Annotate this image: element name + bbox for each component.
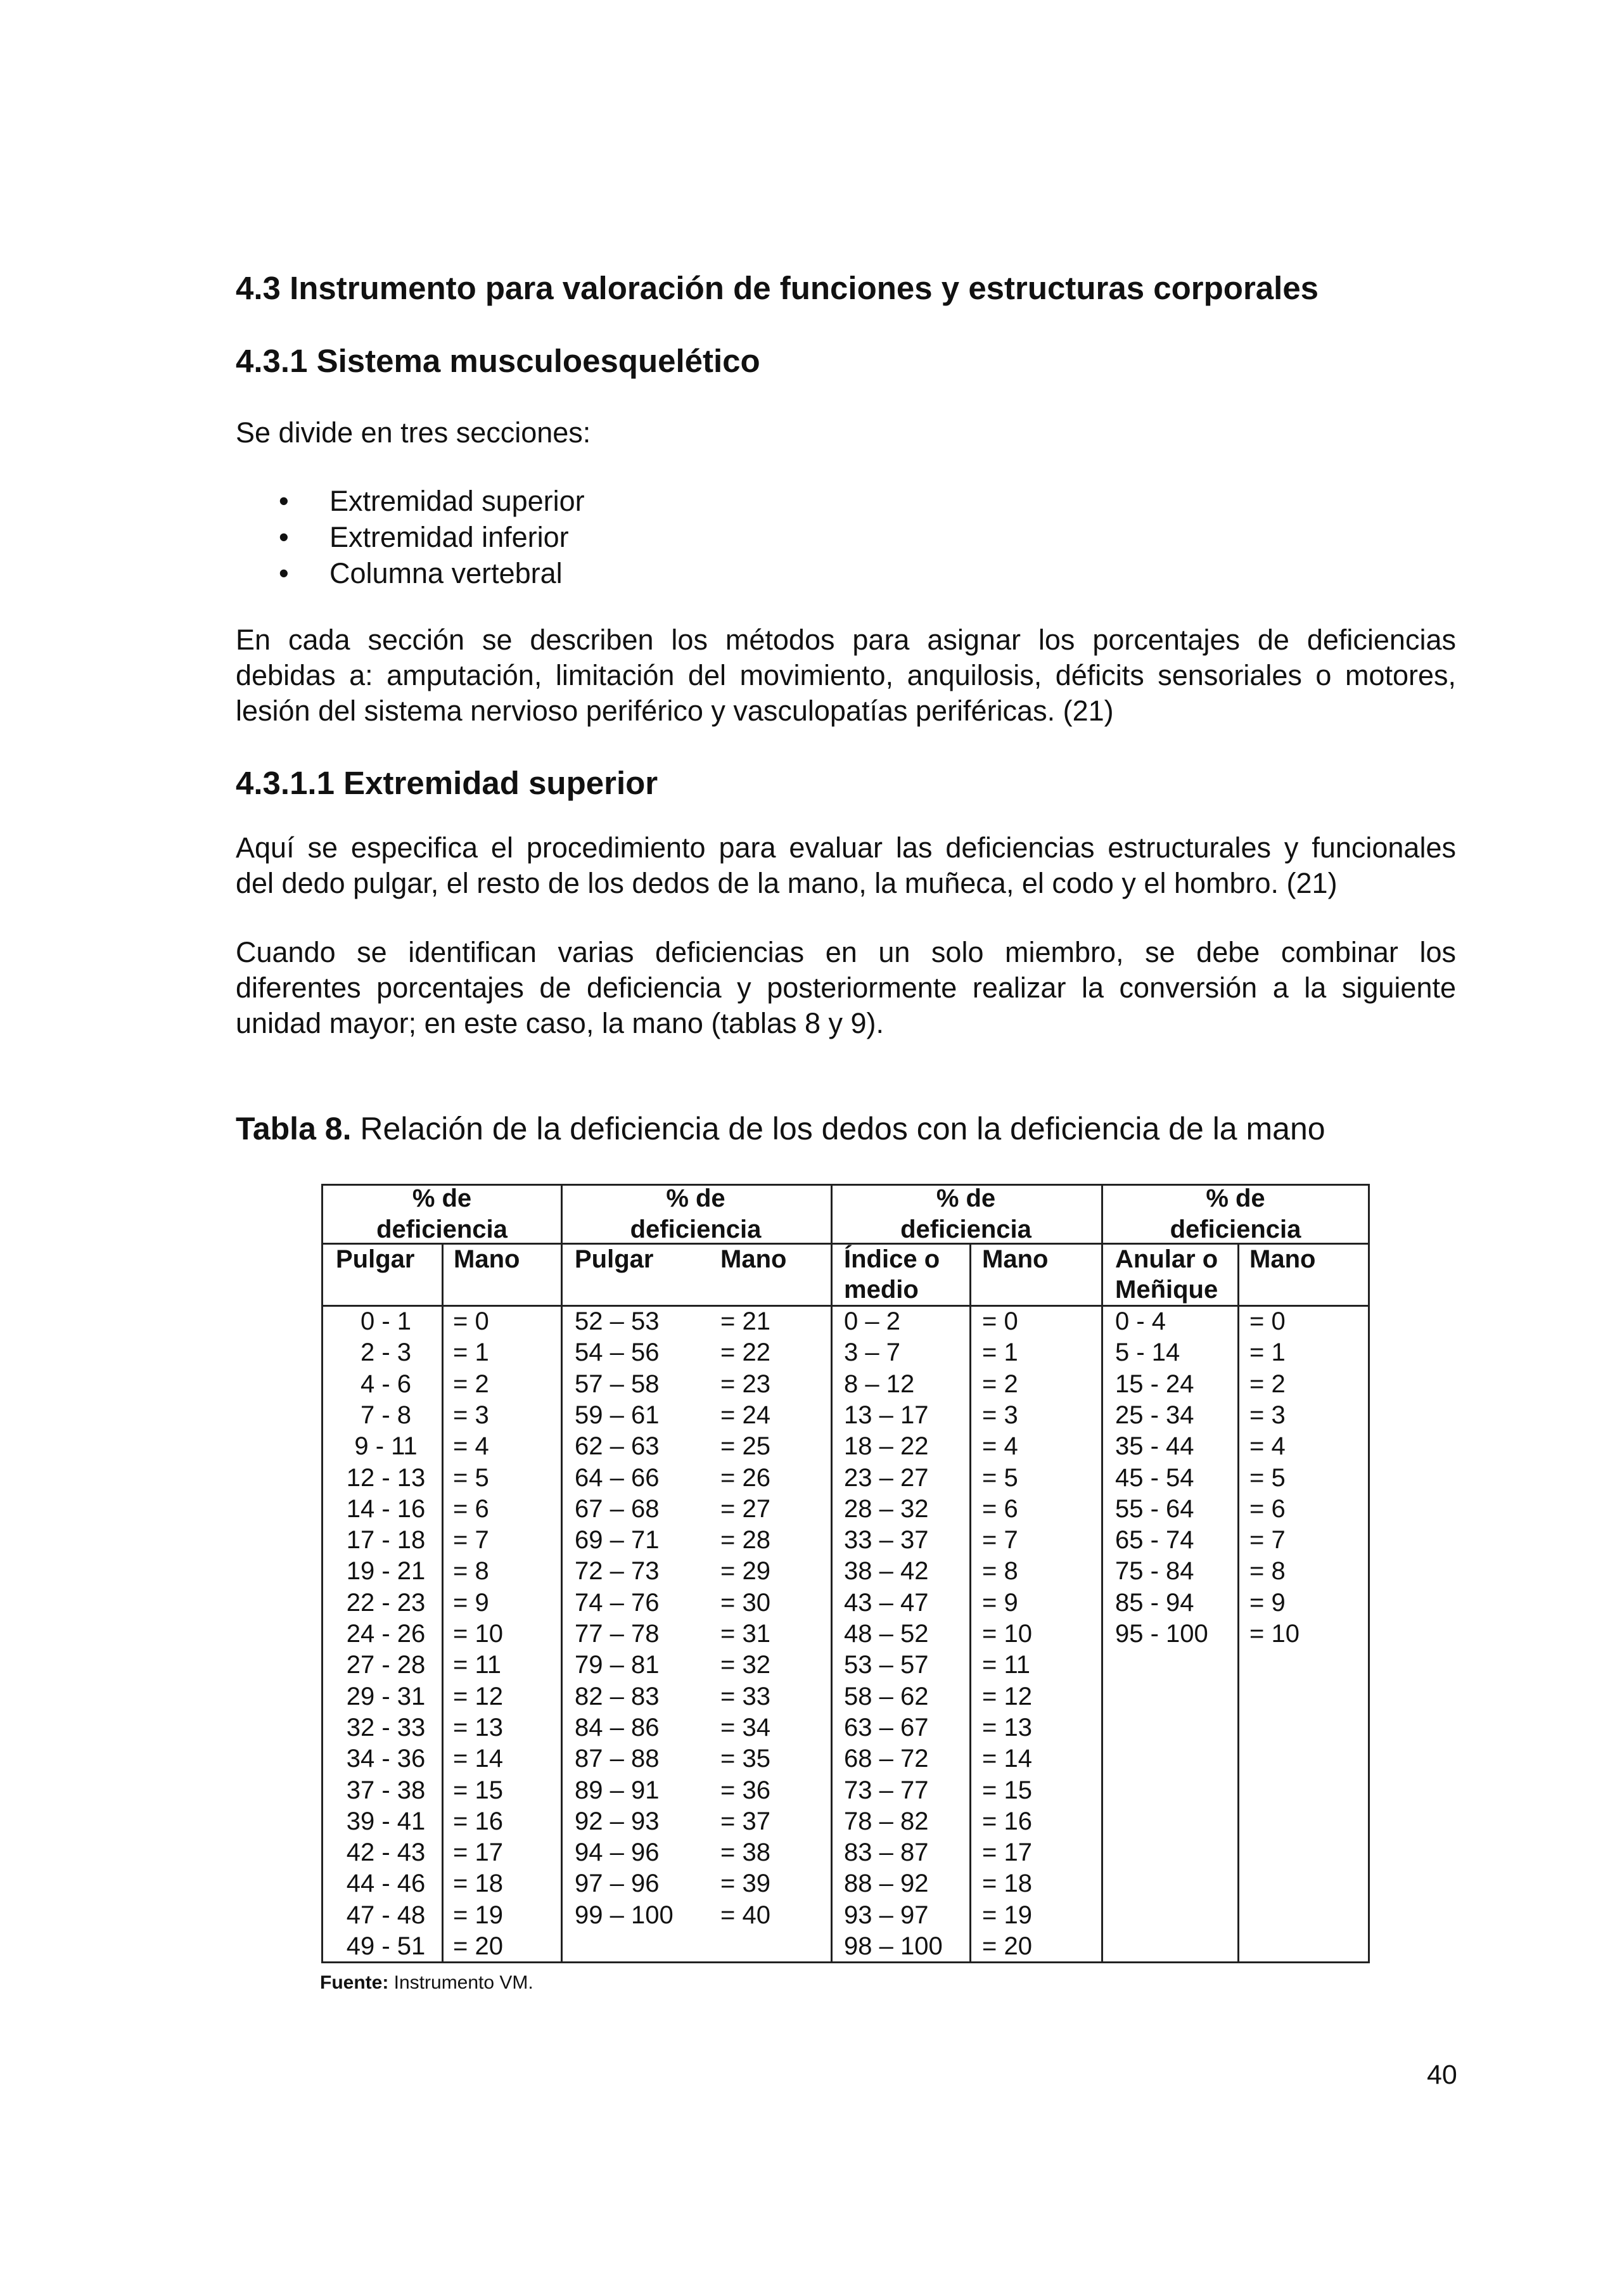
table-cell: 55 - 64	[1115, 1494, 1194, 1523]
table-caption-label: Tabla 8.	[236, 1111, 352, 1146]
table-cell: 74 – 76	[575, 1588, 660, 1617]
table-cell: 37 - 38	[346, 1776, 426, 1804]
table-subcolumn-divider	[1237, 1243, 1239, 1963]
table-caption	[236, 1110, 1325, 1147]
table-cell: = 6	[1249, 1494, 1286, 1523]
table-cell: 65 - 74	[1115, 1526, 1194, 1555]
table-cell: 53 – 57	[844, 1651, 929, 1679]
table-group-header-line: deficiencia	[376, 1215, 508, 1243]
table-cell: = 4	[982, 1432, 1018, 1461]
table-group-header	[561, 1183, 831, 1245]
bullet-text: Columna vertebral	[329, 557, 563, 589]
table-cell: = 30	[720, 1588, 770, 1617]
table-group-header-line: % de	[936, 1184, 996, 1212]
table-cell: = 19	[982, 1901, 1032, 1929]
table-cell: = 24	[720, 1401, 770, 1429]
paragraph-line: En cada sección se describen los métodos para asignar los porcentajes de deficiencias	[236, 624, 1456, 656]
table-cell: 42 - 43	[346, 1838, 426, 1867]
table-subheader: Pulgar	[336, 1245, 415, 1273]
table-cell: 97 – 96	[575, 1870, 660, 1898]
table-group-header-line: deficiencia	[1170, 1215, 1301, 1243]
table-cell: 87 – 88	[575, 1745, 660, 1773]
paragraph-line: Cuando se identifican varias deficiencias en un solo miembro, se debe combinar los	[236, 936, 1456, 968]
table-cell: = 11	[453, 1651, 501, 1679]
table-group-header-line: % de	[412, 1184, 472, 1212]
table-cell: 79 – 81	[575, 1651, 660, 1679]
table-cell: 22 - 23	[346, 1588, 426, 1617]
table-cell: = 1	[1249, 1338, 1286, 1367]
paragraph-line: lesión del sistema nervioso periférico y vasculopatías periféricas. (21)	[236, 695, 1114, 727]
table-cell: = 3	[1249, 1401, 1286, 1429]
table-cell: 35 - 44	[1115, 1432, 1194, 1461]
table-subheader: Mano	[982, 1245, 1049, 1273]
table-cell: 7 - 8	[360, 1401, 412, 1429]
table-cell: 0 – 2	[844, 1307, 900, 1335]
table-cell: 63 – 67	[844, 1713, 929, 1741]
table-cell: 84 – 86	[575, 1713, 660, 1741]
table-cell: 5 - 14	[1115, 1338, 1180, 1367]
table-cell: = 9	[1249, 1588, 1286, 1617]
table-cell: = 17	[453, 1838, 503, 1867]
table-cell: 38 – 42	[844, 1557, 929, 1586]
intro-text: Se divide en tres secciones:	[236, 416, 591, 449]
table-cell: 59 – 61	[575, 1401, 660, 1429]
paragraph-line: unidad mayor; en este caso, la mano (tablas 8 y 9).	[236, 1007, 884, 1039]
bullet-mark: •	[279, 557, 289, 589]
table-cell: = 2	[1249, 1369, 1286, 1398]
table-group-header-line: deficiencia	[630, 1215, 762, 1243]
table-group-header-line: % de	[1206, 1184, 1265, 1212]
bullet-mark: •	[279, 521, 289, 553]
table-cell: 54 – 56	[575, 1338, 660, 1367]
table-cell: = 6	[453, 1494, 489, 1523]
table-subheader: Índice o	[844, 1245, 940, 1273]
table-cell: 3 – 7	[844, 1338, 900, 1367]
table-cell: 93 – 97	[844, 1901, 929, 1929]
source-text: Instrumento VM.	[388, 1972, 533, 1993]
table-cell: 99 – 100	[575, 1901, 674, 1929]
table-cell: = 20	[982, 1932, 1032, 1960]
table-cell: 78 – 82	[844, 1807, 929, 1835]
table-cell: = 13	[982, 1713, 1032, 1741]
paragraph-line: Aquí se especifica el procedimiento para evaluar las deficiencias estructurales y funcionales	[236, 831, 1456, 864]
table-cell: = 38	[720, 1838, 770, 1867]
table-cell: = 3	[982, 1401, 1018, 1429]
table-cell: 49 - 51	[346, 1932, 426, 1960]
table-subcolumn-divider	[442, 1243, 444, 1963]
table-cell: 23 – 27	[844, 1463, 929, 1492]
table-cell: = 10	[1249, 1620, 1300, 1648]
table-group-header-line: deficiencia	[900, 1215, 1031, 1243]
table-cell: 15 - 24	[1115, 1369, 1194, 1398]
table-cell: = 6	[982, 1494, 1018, 1523]
table-cell: = 4	[453, 1432, 489, 1461]
table-cell: 69 – 71	[575, 1526, 660, 1555]
table-cell: = 0	[453, 1307, 489, 1335]
table-group-header	[323, 1183, 561, 1245]
table-cell: = 14	[982, 1745, 1032, 1773]
table-cell: = 15	[453, 1776, 503, 1804]
bullet-text: Extremidad inferior	[329, 521, 569, 553]
table-cell: = 32	[720, 1651, 770, 1679]
table-group-divider	[1101, 1186, 1103, 1961]
table-cell: 94 – 96	[575, 1838, 660, 1867]
paragraph-line: debidas a: amputación, limitación del movimiento, anquilosis, déficits sensoriales o motores,	[236, 659, 1456, 691]
subsubsection-title: 4.3.1.1 Extremidad superior	[236, 765, 658, 801]
table-cell: = 27	[720, 1494, 770, 1523]
bullet-text: Extremidad superior	[329, 485, 585, 517]
table-group-divider	[561, 1186, 563, 1961]
table-cell: = 28	[720, 1526, 770, 1555]
table-source	[320, 1972, 533, 1994]
table-cell: 98 – 100	[844, 1932, 943, 1960]
table-cell: = 7	[1249, 1526, 1286, 1555]
table-subheader: Mano	[720, 1245, 787, 1273]
table-cell: = 18	[982, 1870, 1032, 1898]
table-cell: = 35	[720, 1745, 770, 1773]
table-cell: 58 – 62	[844, 1682, 929, 1710]
table-cell: 39 - 41	[346, 1807, 426, 1835]
source-label: Fuente:	[320, 1972, 389, 1993]
table-cell: = 2	[453, 1369, 489, 1398]
bullet-mark: •	[279, 485, 289, 517]
table-cell: 64 – 66	[575, 1463, 660, 1492]
table-group-header	[1101, 1183, 1370, 1245]
table-subcolumn-divider	[969, 1243, 971, 1963]
table-subheader: Mano	[454, 1245, 520, 1273]
table-cell: = 7	[453, 1526, 489, 1555]
table-cell: = 16	[982, 1807, 1032, 1835]
table-cell: 8 – 12	[844, 1369, 915, 1398]
table-cell: = 7	[982, 1526, 1018, 1555]
paragraph-1	[236, 622, 1456, 729]
table-cell: = 20	[453, 1932, 503, 1960]
table-cell: 0 - 4	[1115, 1307, 1166, 1335]
table-cell: = 34	[720, 1713, 770, 1741]
table-cell: = 40	[720, 1901, 770, 1929]
table-cell: = 19	[453, 1901, 503, 1929]
table-cell: 19 - 21	[346, 1557, 426, 1586]
table-cell: 95 - 100	[1115, 1620, 1208, 1648]
table-cell: 25 - 34	[1115, 1401, 1194, 1429]
table-cell: = 12	[982, 1682, 1032, 1710]
table-cell: = 8	[453, 1557, 489, 1586]
table-cell: 62 – 63	[575, 1432, 660, 1461]
table-cell: = 16	[453, 1807, 503, 1835]
table-cell: = 8	[982, 1557, 1018, 1586]
table-cell: = 11	[982, 1651, 1030, 1679]
table-cell: 92 – 93	[575, 1807, 660, 1835]
table-cell: = 17	[982, 1838, 1032, 1867]
paragraph-line: del dedo pulgar, el resto de los dedos de la mano, la muñeca, el codo y el hombro. (21)	[236, 867, 1338, 899]
table-cell: = 4	[1249, 1432, 1286, 1461]
table-cell: 28 – 32	[844, 1494, 929, 1523]
table-cell: 13 – 17	[844, 1401, 929, 1429]
paragraph-line: diferentes porcentajes de deficiencia y posteriormente realizar la conversión a la siguiente	[236, 972, 1456, 1004]
table-cell: = 12	[453, 1682, 503, 1710]
table-cell: = 13	[453, 1713, 503, 1741]
table-cell: 57 – 58	[575, 1369, 660, 1398]
table-cell: 77 – 78	[575, 1620, 660, 1648]
table-cell: 72 – 73	[575, 1557, 660, 1586]
table-subheader: Pulgar	[575, 1245, 654, 1273]
table-cell: 85 - 94	[1115, 1588, 1194, 1617]
table-cell: 18 – 22	[844, 1432, 929, 1461]
table-cell: 82 – 83	[575, 1682, 660, 1710]
table-cell: = 33	[720, 1682, 770, 1710]
table-cell: = 21	[720, 1307, 770, 1335]
table-cell: = 2	[982, 1369, 1018, 1398]
table-cell: = 26	[720, 1463, 770, 1492]
table-group-header-line: % de	[666, 1184, 725, 1212]
paragraph-2	[236, 830, 1456, 901]
table-cell: 2 - 3	[360, 1338, 412, 1367]
table-cell: = 22	[720, 1338, 770, 1367]
table-cell: = 23	[720, 1369, 770, 1398]
table-cell: = 15	[982, 1776, 1032, 1804]
table-cell: = 10	[453, 1620, 503, 1648]
table-cell: 0 - 1	[360, 1307, 412, 1335]
table-subheader: Anular o	[1115, 1245, 1218, 1273]
table-cell: = 5	[982, 1463, 1018, 1492]
table-cell: 45 - 54	[1115, 1463, 1194, 1492]
table-cell: = 3	[453, 1401, 489, 1429]
table-cell: = 31	[720, 1620, 770, 1648]
paragraph-3	[236, 935, 1456, 1041]
table-cell: = 1	[453, 1338, 489, 1367]
table-cell: 34 - 36	[346, 1745, 426, 1773]
table-cell: 33 – 37	[844, 1526, 929, 1555]
table-cell: 12 - 13	[346, 1463, 426, 1492]
table-subheader: Mano	[1249, 1245, 1316, 1273]
table-cell: = 5	[1249, 1463, 1286, 1492]
table-cell: = 0	[982, 1307, 1018, 1335]
table-cell: = 36	[720, 1776, 770, 1804]
table-cell: 27 - 28	[346, 1651, 426, 1679]
table-cell: 83 – 87	[844, 1838, 929, 1867]
table-cell: 44 - 46	[346, 1870, 426, 1898]
table-caption-text: Relación de la deficiencia de los dedos con la deficiencia de la mano	[351, 1111, 1325, 1146]
page-number: 40	[1427, 2060, 1457, 2090]
table-cell: 32 - 33	[346, 1713, 426, 1741]
table-cell: = 25	[720, 1432, 770, 1461]
table-cell: 88 – 92	[844, 1870, 929, 1898]
table-cell: = 29	[720, 1557, 770, 1586]
subsection-title: 4.3.1 Sistema musculoesquelético	[236, 343, 760, 379]
table-cell: 24 - 26	[346, 1620, 426, 1648]
table-cell: 43 – 47	[844, 1588, 929, 1617]
table-cell: 4 - 6	[360, 1369, 412, 1398]
deficiency-table	[321, 1184, 1370, 1963]
table-cell: 89 – 91	[575, 1776, 660, 1804]
table-cell: 67 – 68	[575, 1494, 660, 1523]
table-cell: 9 - 11	[354, 1432, 418, 1461]
table-cell: 75 - 84	[1115, 1557, 1194, 1586]
table-cell: 47 - 48	[346, 1901, 426, 1929]
table-subheader: Meñique	[1115, 1276, 1218, 1304]
table-cell: 17 - 18	[346, 1526, 426, 1555]
table-cell: = 8	[1249, 1557, 1286, 1586]
table-cell: 48 – 52	[844, 1620, 929, 1648]
table-cell: = 14	[453, 1745, 503, 1773]
table-cell: = 18	[453, 1870, 503, 1898]
table-group-header	[831, 1183, 1101, 1245]
table-cell: = 0	[1249, 1307, 1286, 1335]
table-cell: = 37	[720, 1807, 770, 1835]
table-cell: 14 - 16	[346, 1494, 426, 1523]
table-cell: = 9	[453, 1588, 489, 1617]
table-cell: = 10	[982, 1620, 1032, 1648]
table-subheader: medio	[844, 1276, 919, 1304]
table-cell: 73 – 77	[844, 1776, 929, 1804]
section-title: 4.3 Instrumento para valoración de funciones y estructuras corporales	[236, 270, 1319, 306]
table-group-divider	[831, 1186, 833, 1961]
table-cell: = 5	[453, 1463, 489, 1492]
table-cell: 68 – 72	[844, 1745, 929, 1773]
table-cell: 52 – 53	[575, 1307, 660, 1335]
table-cell: = 9	[982, 1588, 1018, 1617]
table-cell: 29 - 31	[346, 1682, 426, 1710]
table-cell: = 1	[982, 1338, 1018, 1367]
table-cell: = 39	[720, 1870, 770, 1898]
